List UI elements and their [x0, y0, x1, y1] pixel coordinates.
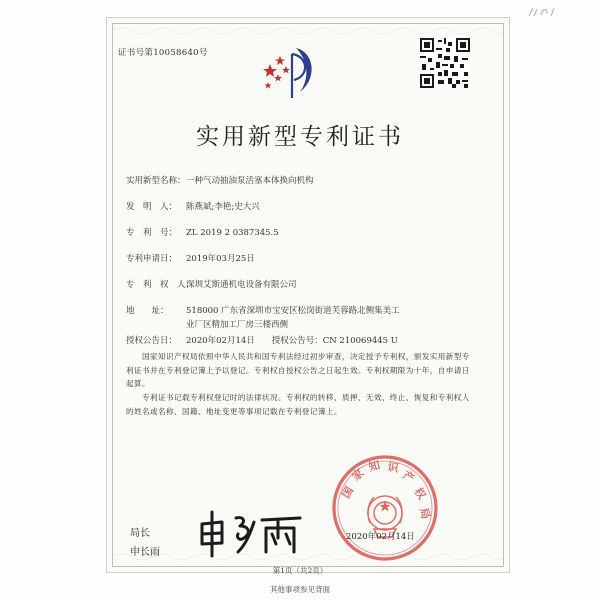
field-label: 专 利 权 人：	[126, 280, 195, 290]
field-label: 实用新型名称：	[126, 176, 186, 186]
svg-text:局: 局	[417, 506, 433, 521]
address-line-2: 业厂区精加工厂房三楼西侧	[186, 320, 289, 330]
field-utility-model-name	[126, 174, 314, 186]
certificate-title: 实用新型专利证书	[196, 124, 404, 150]
field-address	[126, 304, 400, 316]
field-patent-number	[126, 226, 279, 238]
field-label: 地 址：	[126, 306, 169, 316]
field-label: 发 明 人：	[126, 202, 178, 212]
field-value: 一种气动抽油泵活塞本体换向机构	[186, 176, 314, 186]
statement-paragraph-2: 专利证书记载专利权登记时的法律状况。专利权的转移、质押、无效、终止、恢复和专利权人的姓名或名称、国籍、地址变更等事项记载在专利登记簿上。	[126, 393, 470, 416]
field-value: 518000 广东省深圳市宝安区松岗街道芙蓉路北侧集美工	[186, 306, 400, 316]
field-value: 陈燕斌;李艳;史大兴	[186, 202, 260, 212]
official-seal-icon	[330, 453, 440, 563]
certificate-border-inner	[112, 23, 504, 567]
field-label: 专 利 号：	[126, 228, 178, 238]
footer-note: 其他事项参见背面	[270, 585, 330, 594]
director-title: 局长	[130, 528, 150, 539]
director-name: 申长雨	[130, 547, 160, 558]
certificate-number: 证书号第10058640号	[118, 48, 208, 58]
pencil-mark	[525, 4, 561, 22]
field-application-date	[126, 252, 255, 264]
field-inventors	[126, 200, 260, 212]
svg-text:产: 产	[400, 468, 417, 486]
svg-text:知: 知	[367, 458, 382, 474]
field-value: 2020年02月14日 授权公告号：CN 210069445 U	[186, 336, 398, 346]
field-label: 授权公告日：	[126, 336, 178, 346]
svg-text:权: 权	[411, 485, 429, 502]
svg-text:国: 国	[339, 484, 357, 501]
field-label: 专利申请日：	[126, 254, 178, 264]
field-grant-date	[126, 334, 398, 346]
field-value: ZL 2019 2 0387345.5	[186, 228, 279, 238]
cnipa-logo-icon	[256, 44, 322, 102]
svg-text:识: 识	[386, 460, 400, 475]
signature-icon	[196, 508, 306, 560]
svg-text:家: 家	[349, 466, 367, 484]
qr-code-icon[interactable]	[420, 38, 470, 88]
statement-paragraph-1: 国家知识产权局依照中华人民共和国专利法经过初步审查，决定授予专利权，颁发实用新型专利证书并在专利登记簿上予以登记。专利权自授权公告之日起生效。专利权期限为十年，自申请日起算。	[126, 352, 470, 388]
page-number: 第1页（共2页）	[272, 566, 328, 575]
field-patentee	[126, 278, 297, 290]
field-value: 深圳艾斯通机电设备有限公司	[186, 280, 297, 290]
seal-date: 2020年02月14日	[346, 532, 415, 542]
field-value: 2019年03月25日	[186, 254, 255, 264]
